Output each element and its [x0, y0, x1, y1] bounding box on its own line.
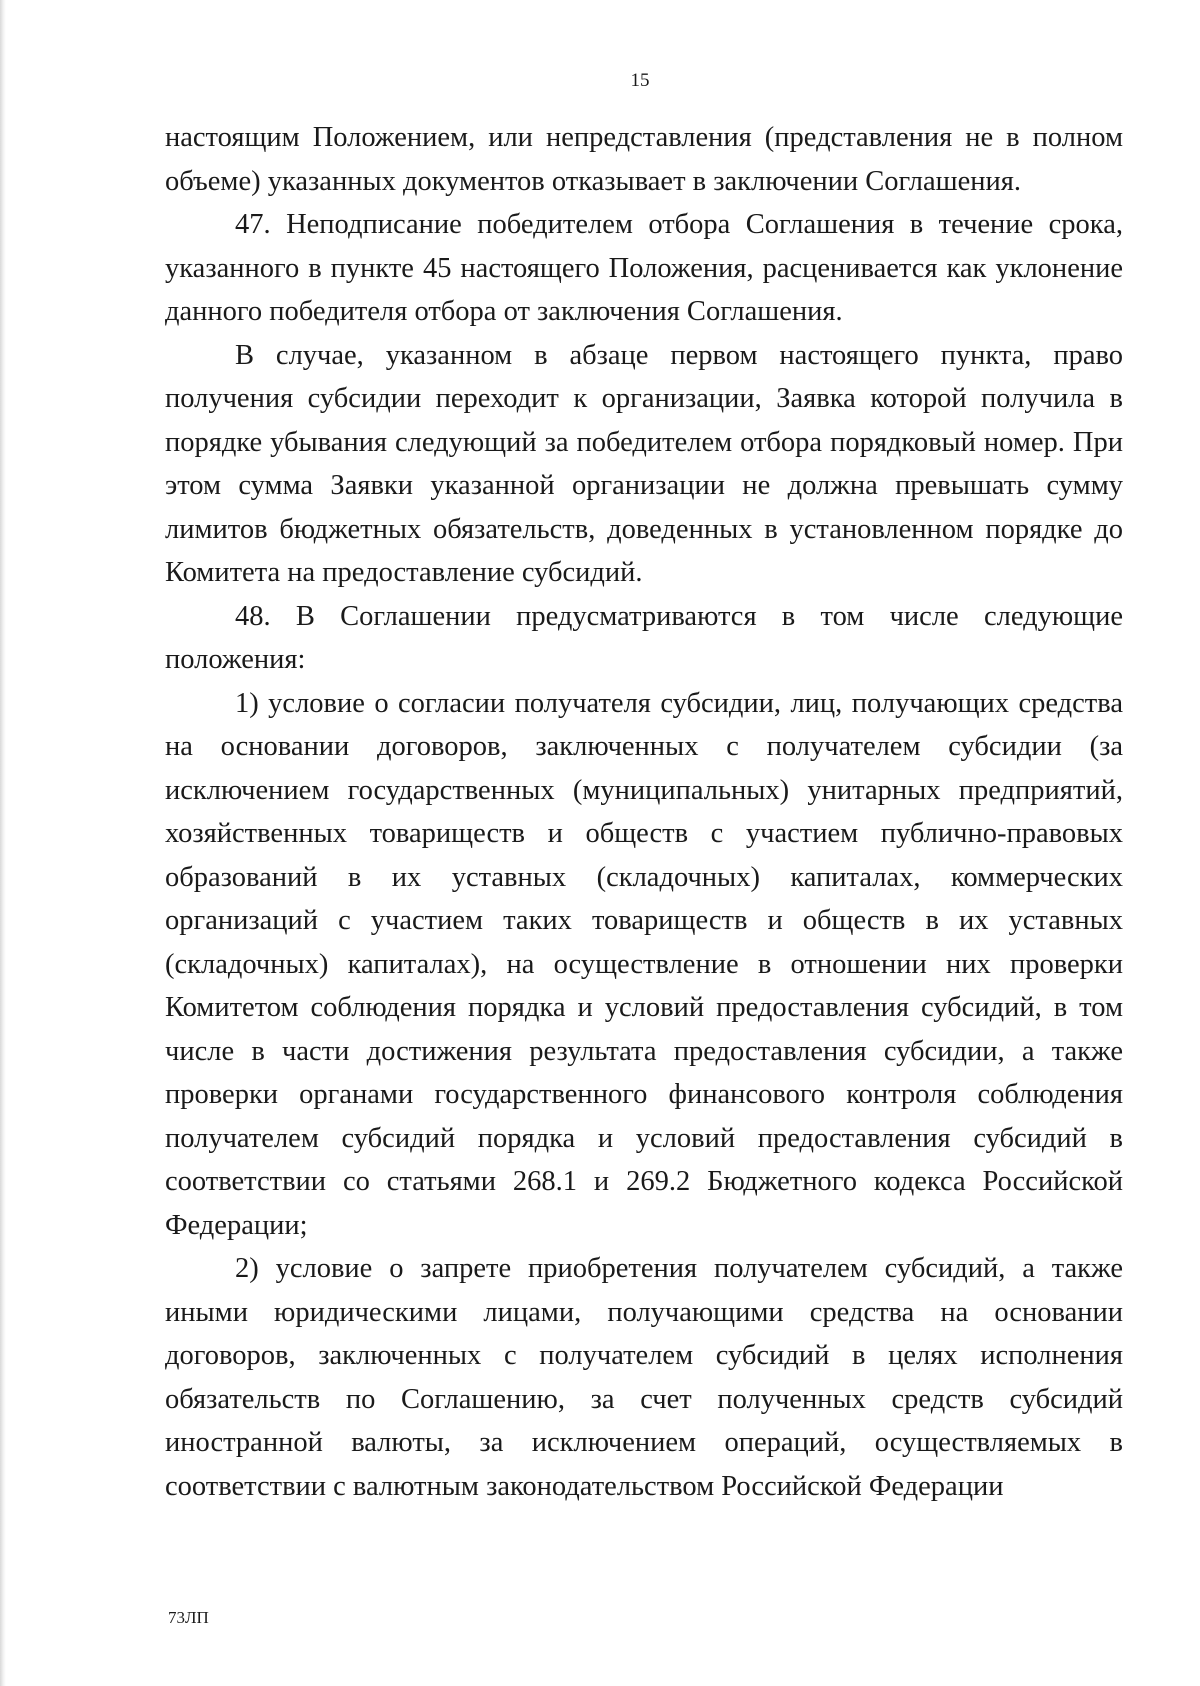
document-body	[165, 116, 1123, 1508]
paragraph-clause-48-item-1: 1) условие о согласии получателя субсидии, лиц, получающих средства на основании договоров, заключенных с получателем субсидии (за исключением государственных (муниципальных) унитарных предприятий, хозяйственных товариществ и обществ с участием публично-правовых образований в их уставных (складочных) капиталах, коммерческих организаций с участием таких товариществ и обществ в их уставных (складочных) капиталах), на осуществление в отношении них проверки Комитетом соблюдения порядка и условий предоставления субсидий, в том числе в части достижения результата предоставления субсидии, а также проверки органами государственного финансового контроля соблюдения получателем субсидий порядка и условий предоставления субсидий в соответствии со статьями 268.1 и 269.2 Бюджетного кодекса Российской Федерации;	[165, 687, 1123, 1241]
paragraph-clause-47-second: В случае, указанном в абзаце первом настоящего пункта, право получения субсидии переходит к организации, Заявка которой получила в порядке убывания следующий за победителем отбора порядковый номер. При этом сумма Заявки указанной организации не должна превышать сумму лимитов бюджетных обязательств, доведенных в установленном порядке до Комитета на предоставление субсидий.	[165, 339, 1123, 588]
page-number: 15	[630, 70, 650, 91]
paragraph-clause-47: 47. Неподписание победителем отбора Соглашения в течение срока, указанного в пункте 45 настоящего Положения, расценивается как уклонение данного победителя отбора от заключения Соглашения.	[165, 209, 1123, 327]
paragraph-clause-48-item-2: 2) условие о запрете приобретения получателем субсидий, а также иными юридическими лицами, получающими средства на основании договоров, заключенных с получателем субсидий в целях исполнения обязательств по Соглашению, за счет полученных средств субсидий иностранной валюты, за исключением операций, осуществляемых в соответствии с валютным законодательством Российской Федерации	[165, 1253, 1123, 1502]
footer-document-code: 73ЛП	[168, 1608, 209, 1627]
paragraph-clause-48: 48. В Соглашении предусматриваются в том числе следующие положения:	[165, 600, 1123, 675]
paragraph-continuation: настоящим Положением, или непредставления (представления не в полном объеме) указанных документов отказывает в заключении Соглашения.	[165, 122, 1123, 197]
scan-edge-shadow	[0, 0, 6, 1686]
